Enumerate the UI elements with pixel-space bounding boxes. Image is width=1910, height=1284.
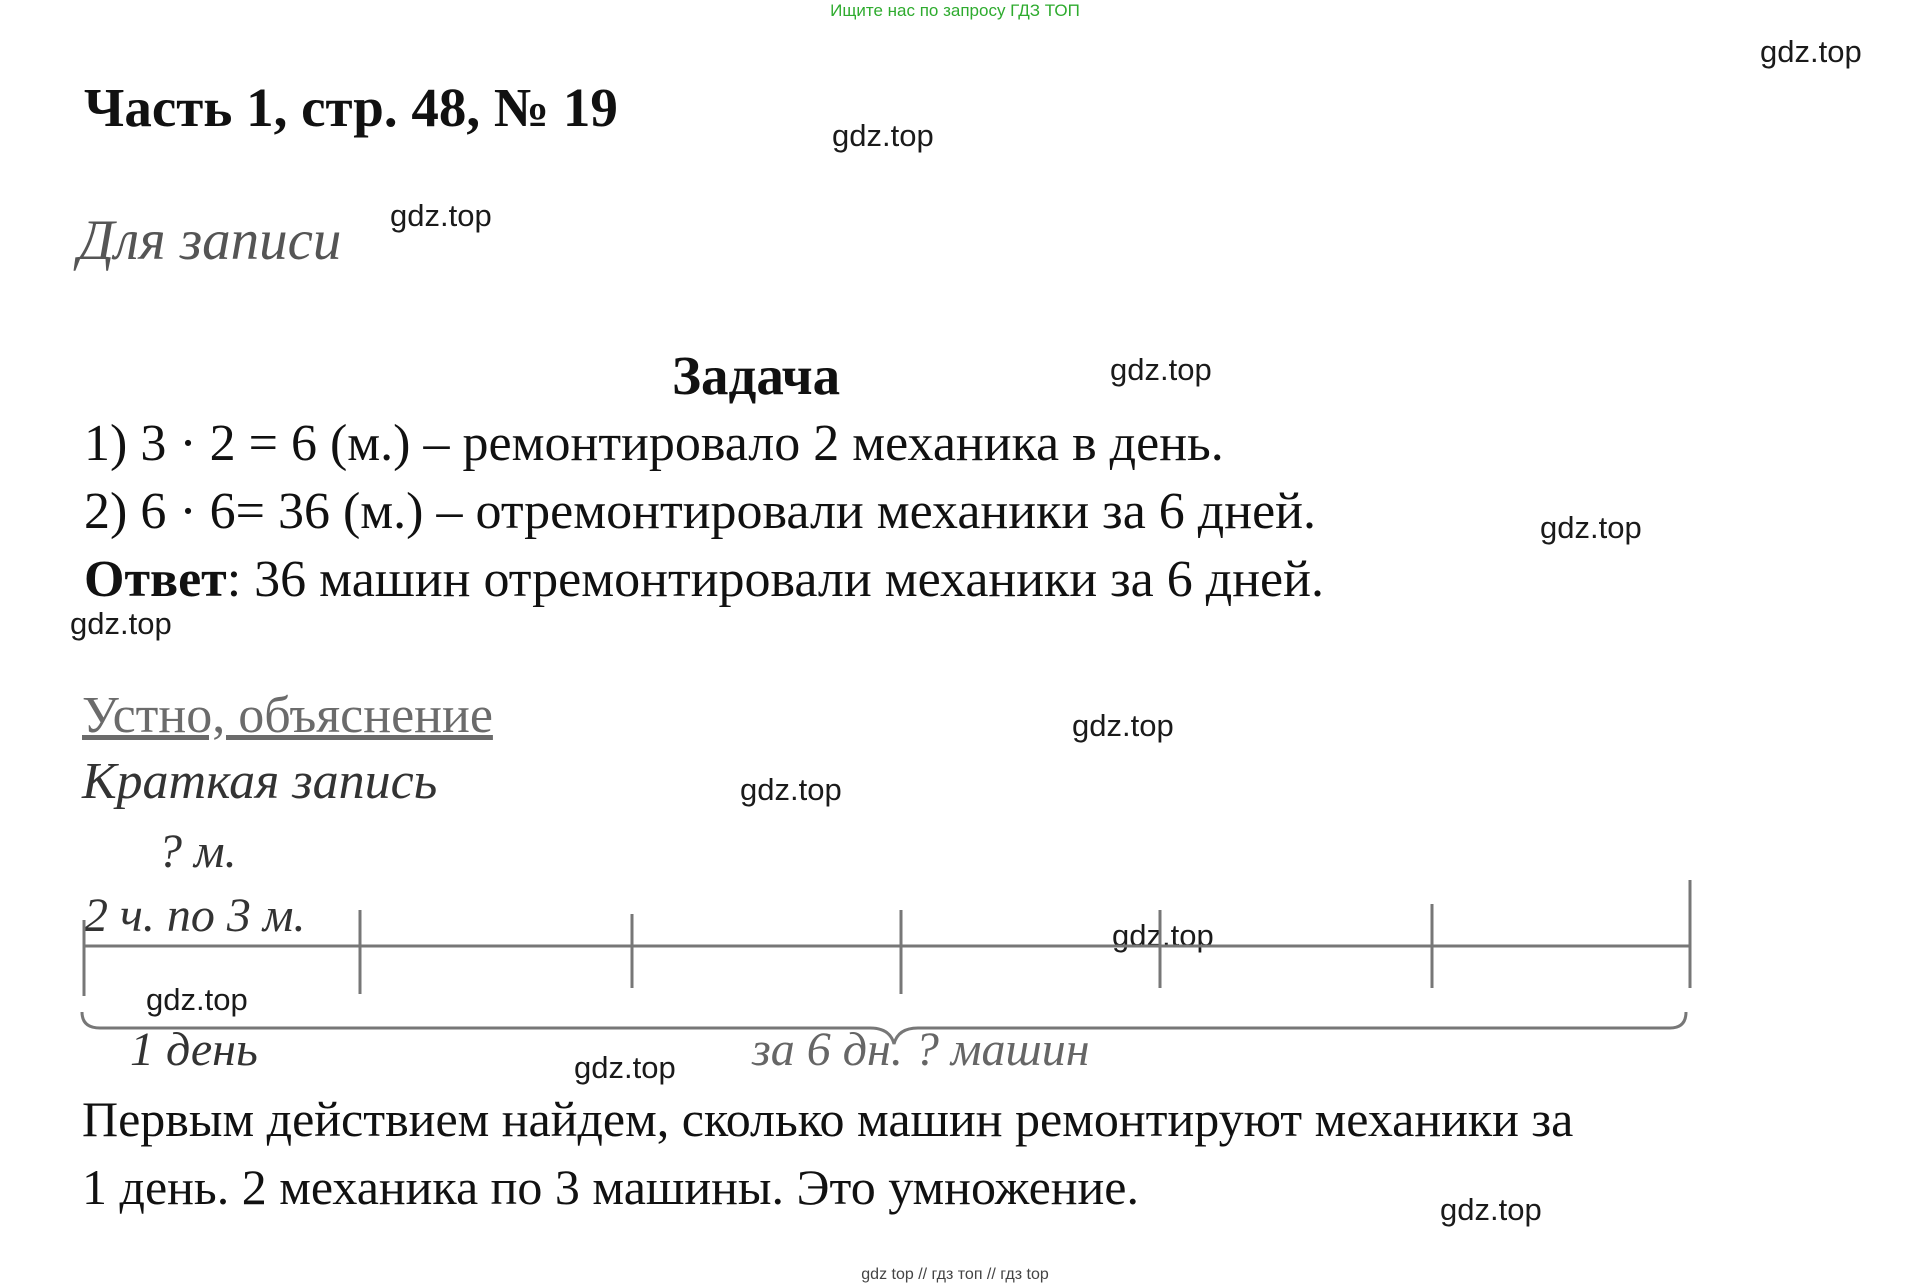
diagram-one-day-label: 1 день (130, 1023, 258, 1076)
diagram-brace (82, 1012, 1686, 1044)
promo-banner[interactable]: Ищите нас по запросу ГДЗ ТОП (830, 1, 1080, 20)
section-heading: Для записи (78, 209, 342, 272)
watermark: gdz.top (1540, 510, 1642, 545)
watermark: gdz.top (1440, 1192, 1542, 1227)
watermark: gdz.top (1112, 918, 1214, 953)
watermark: gdz.top (832, 118, 934, 153)
answer-text: : 36 машин отремонтировали механики за 6 дней. (226, 551, 1324, 608)
solution-step-2: 2) 6 · 6= 36 (м.) – отремонтировали механики за 6 дней. (84, 483, 1316, 540)
diagram-question-top: ? м. (158, 825, 237, 878)
page-title: Часть 1, стр. 48, № 19 (84, 77, 618, 138)
diagram-segment-label: 2 ч. по 3 м. (84, 889, 306, 942)
watermark: gdz.top (574, 1050, 676, 1085)
watermark: gdz.top (70, 606, 172, 641)
oral-heading: Устно, объяснение (82, 687, 493, 744)
watermark: gdz.top (146, 982, 248, 1017)
watermark: gdz.top (390, 198, 492, 233)
explanation-line-1: Первым действием найдем, сколько машин ремонтируют механики за (82, 1091, 1574, 1147)
answer-label: Ответ (84, 551, 227, 608)
task-heading: Задача (672, 345, 841, 406)
explanation-line-2: 1 день. 2 механика по 3 машины. Это умножение. (82, 1159, 1139, 1215)
watermark: gdz.top (740, 772, 842, 807)
short-record-heading: Краткая запись (82, 753, 438, 810)
watermark: gdz.top (1072, 708, 1174, 743)
diagram-total-label: за 6 дн. ? машин (752, 1023, 1090, 1076)
solution-step-1: 1) 3 · 2 = 6 (м.) – ремонтировало 2 механика в день. (84, 415, 1224, 472)
footer-links[interactable]: gdz top // гдз топ // гдз top (861, 1266, 1049, 1283)
watermark: gdz.top (1110, 352, 1212, 387)
watermark: gdz.top (1760, 34, 1862, 69)
